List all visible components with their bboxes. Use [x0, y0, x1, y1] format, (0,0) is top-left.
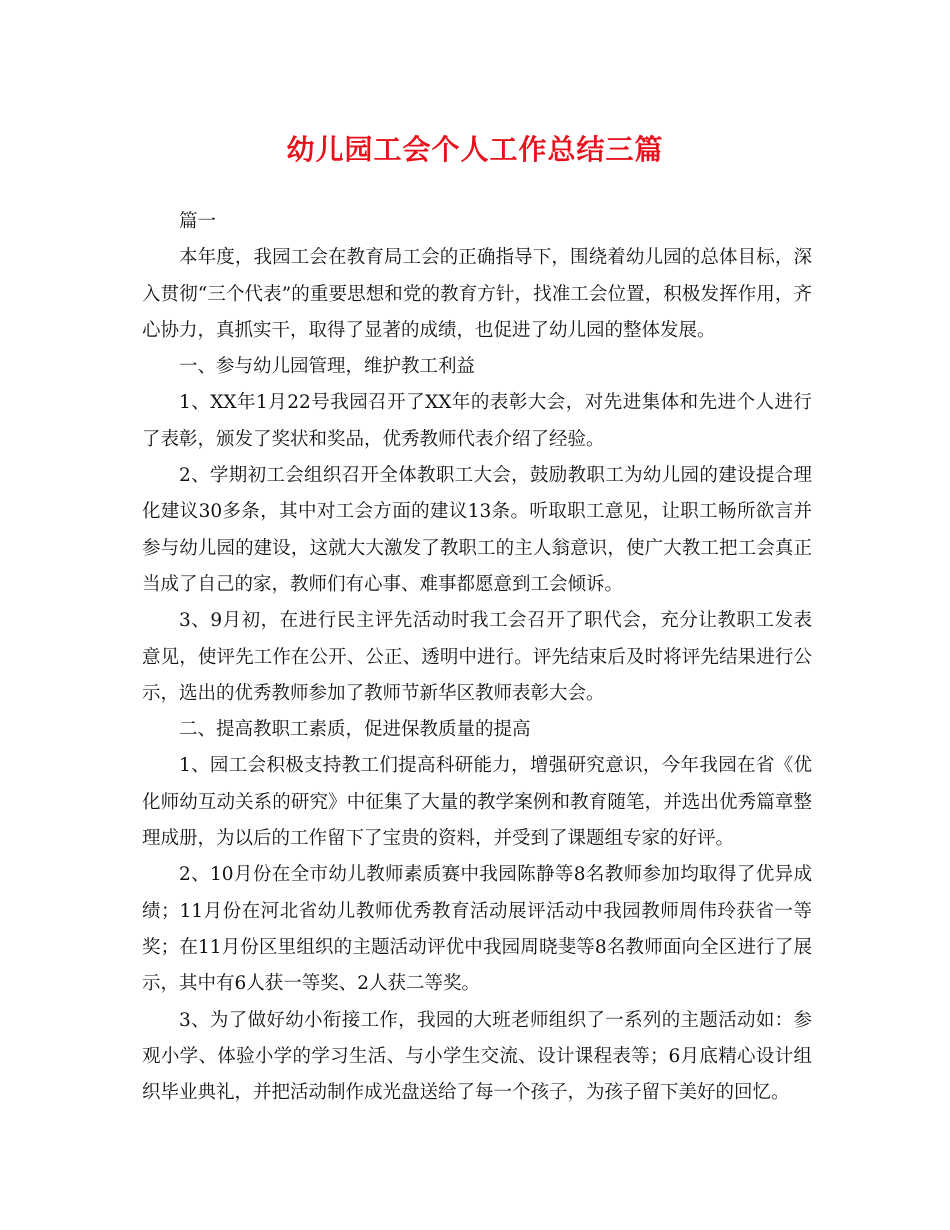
paragraph: 本年度，我园工会在教育局工会的正确指导下，围绕着幼儿园的总体目标，深入贯彻“三个代表”的重要思想和党的教育方针，找准工会位置，积极发挥作用，齐心协力，真抓实干，取得了显著的成绩，也促进了幼儿园的整体发展。 — [142, 247, 812, 341]
paragraph: 1、XX年1月22号我园召开了XX年的表彰大会，对先进集体和先进个人进行了表彰，颁发了奖状和奖品，优秀教师代表介绍了经验。 — [142, 392, 812, 450]
section-heading: 篇一 — [179, 211, 217, 232]
paragraph: 2、学期初工会组织召开全体教职工大会，鼓励教职工为幼儿园的建设提合理化建议30多条，其中对工会方面的建议13条。听取职工意见，让职工畅所欲言并参与幼儿园的建设，这就大大激发了教职工的主人翁意识，使广大教工把工会真正当成了自己的家，教师们有心事、难事都愿意到工会倾诉。 — [142, 465, 812, 595]
document-body — [142, 204, 812, 1111]
paragraph: 3、9月初，在进行民主评先活动时我工会召开了职代会，充分让教职工发表意见，使评先工作在公开、公正、透明中进行。评先结束后及时将评先结果进行公示，选出的优秀教师参加了教师节新华区教师表彰大会。 — [142, 610, 812, 704]
section-heading: 二、提高教职工素质，促进保教质量的提高 — [179, 719, 531, 741]
paragraph: 1、园工会积极支持教工们提高科研能力，增强研究意识，今年我园在省《优化师幼互动关系的研究》中征集了大量的教学案例和教育随笔，并选出优秀篇章整理成册，为以后的工作留下了宝贵的资料，并受到了课题组专家的好评。 — [142, 755, 812, 850]
paragraph: 3、为了做好幼小衔接工作，我园的大班老师组织了一系列的主题活动如：参观小学、体验小学的学习生活、与小学生交流、设计课程表等；6月底精心设计组织毕业典礼，并把活动制作成光盘送给了每一个孩子，为孩子留下美好的回忆。 — [142, 1009, 812, 1104]
paragraph: 2、10月份在全市幼儿教师素质赛中我园陈静等8名教师参加均取得了优异成绩；11月份在河北省幼儿教师优秀教育活动展评活动中我园教师周伟玲获省一等奖；在11月份区里组织的主题活动评优中我园周晓斐等8名教师面向全区进行了展示，其中有6人获一等奖、2人获二等奖。 — [142, 864, 812, 995]
section-heading: 一、参与幼儿园管理，维护教工利益 — [179, 356, 476, 378]
document-title: 幼儿园工会个人工作总结三篇 — [286, 133, 664, 166]
